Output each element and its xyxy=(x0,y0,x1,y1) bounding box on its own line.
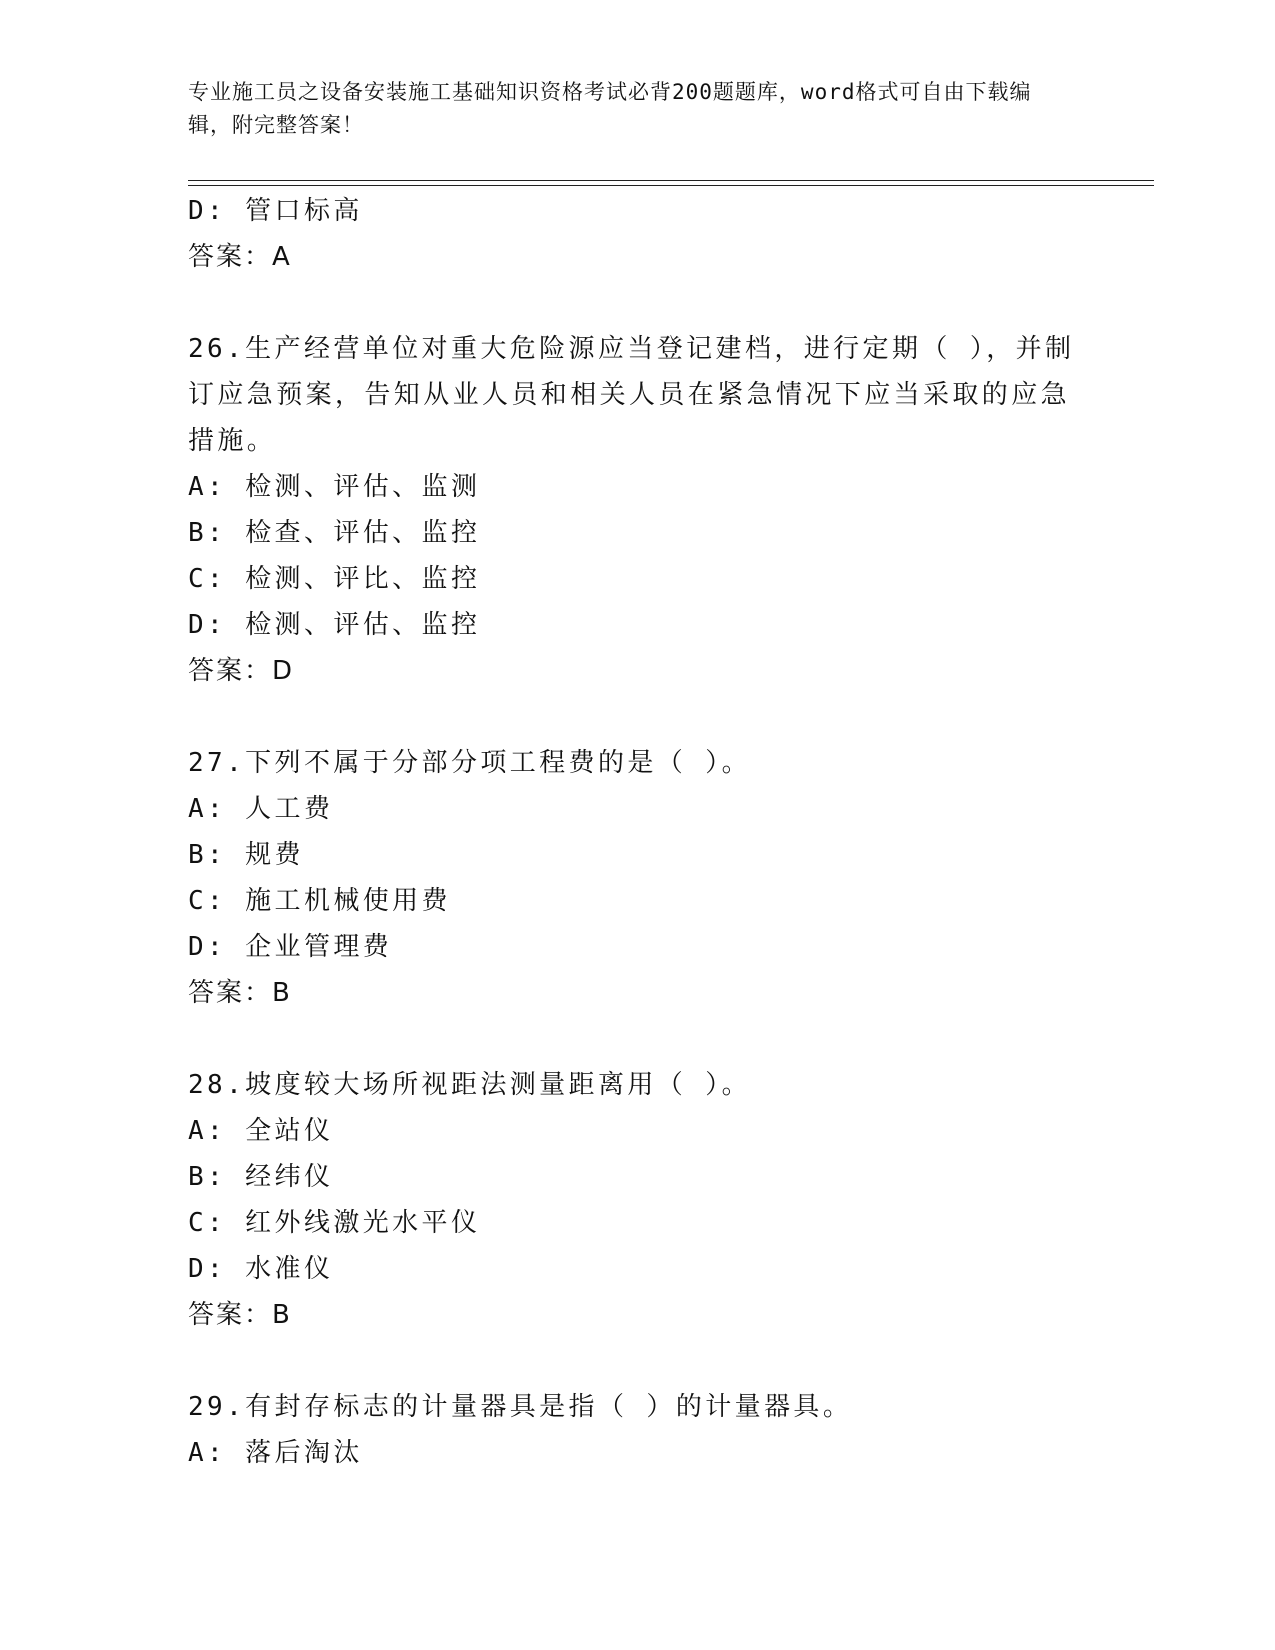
page-header xyxy=(188,76,1068,142)
option-d: D: 企业管理费 xyxy=(188,932,393,962)
question-27 xyxy=(188,740,1088,1016)
question-stem: 27.下列不属于分部分项工程费的是（ ）。 xyxy=(188,748,752,778)
option-b: B: 检查、评估、监控 xyxy=(188,518,481,548)
header-rule-bottom xyxy=(188,185,1154,186)
option-a: A: 检测、评估、监测 xyxy=(188,472,481,502)
question-26 xyxy=(188,326,1088,694)
question-content xyxy=(188,188,1088,1476)
question-28 xyxy=(188,1062,1088,1338)
prev-option-d: D: 管口标高 xyxy=(188,196,363,226)
option-d: D: 检测、评估、监控 xyxy=(188,610,481,640)
option-b: B: 经纬仪 xyxy=(188,1162,334,1192)
question-stem: 26.生产经营单位对重大危险源应当登记建档，进行定期（ ），并制订应急预案，告知从业人员和相关人员在紧急情况下应当采取的应急措施。 xyxy=(188,334,1075,456)
option-c: C: 施工机械使用费 xyxy=(188,886,451,916)
answer: 答案：B xyxy=(188,1300,292,1330)
prev-answer: 答案：A xyxy=(188,242,292,272)
question-29 xyxy=(188,1384,1088,1476)
answer: 答案：B xyxy=(188,978,292,1008)
option-a: A: 落后淘汰 xyxy=(188,1438,363,1468)
option-b: B: 规费 xyxy=(188,840,304,870)
option-c: C: 检测、评比、监控 xyxy=(188,564,481,594)
question-stem: 29.有封存标志的计量器具是指（ ）的计量器具。 xyxy=(188,1392,853,1422)
option-a: A: 人工费 xyxy=(188,794,334,824)
question-stem: 28.坡度较大场所视距法测量距离用（ ）。 xyxy=(188,1070,752,1100)
option-c: C: 红外线激光水平仪 xyxy=(188,1208,481,1238)
header-rule-top xyxy=(188,180,1154,181)
answer: 答案：D xyxy=(188,656,295,686)
option-a: A: 全站仪 xyxy=(188,1116,334,1146)
option-d: D: 水准仪 xyxy=(188,1254,334,1284)
header-text: 专业施工员之设备安装施工基础知识资格考试必背200题题库，word格式可自由下载编辑，附完整答案！ xyxy=(188,80,1032,137)
